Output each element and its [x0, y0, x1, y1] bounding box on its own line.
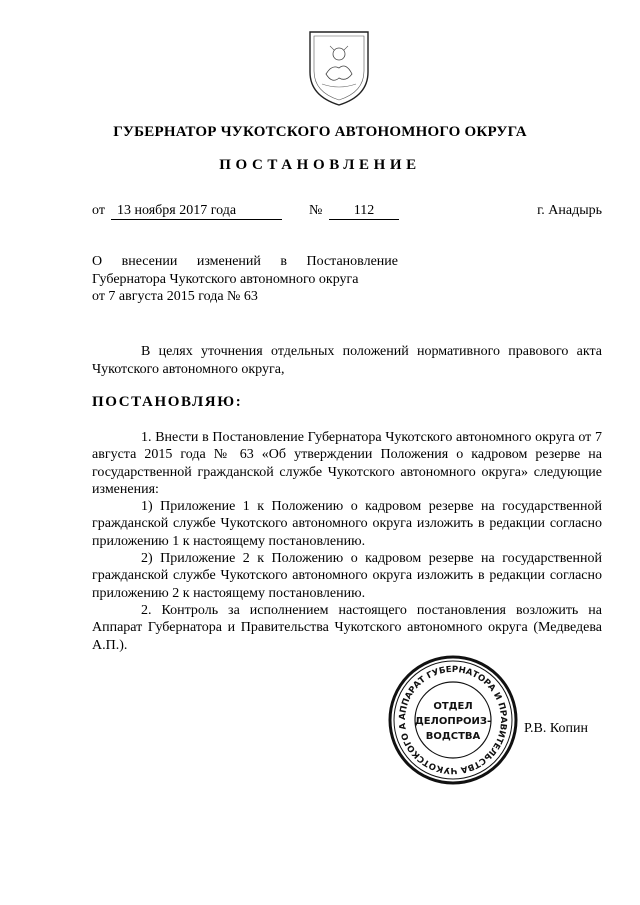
subject-line: Губернатора Чукотского автономного округа	[92, 271, 359, 287]
document-body	[92, 429, 602, 654]
signatory-name: Р.В. Копин	[524, 721, 588, 736]
preamble	[92, 343, 602, 378]
shield-icon	[304, 26, 374, 108]
body-paragraph: 2. Контроль за исполнением настоящего постановления возложить на Аппарат Губернатора и Правительства Чукотского автономного округа (Медведева А.П.).	[92, 602, 602, 653]
subject-line: О внесении изменений в Постановление	[92, 254, 398, 269]
document-type-title: ПОСТАНОВЛЕНИЕ	[219, 157, 421, 173]
issue-city: г. Анадырь	[537, 203, 602, 218]
document-number: 112	[329, 203, 399, 220]
resolve-heading: ПОСТАНОВЛЯЮ:	[92, 394, 243, 410]
coat-of-arms-emblem	[304, 26, 374, 108]
stamp-center-text: ВОДСТВА	[425, 731, 481, 742]
number-label: №	[309, 203, 323, 218]
body-paragraph: 2) Приложение 2 к Положению о кадровом резерве на государственной гражданской службе Чукотского автономного округа изложить в редакции согласно приложению 2 к настоящему постановлению.	[92, 551, 602, 601]
date-label: от	[92, 203, 105, 218]
document-meta-row	[92, 203, 602, 223]
issuing-authority: ГУБЕРНАТОР ЧУКОТСКОГО АВТОНОМНОГО ОКРУГА	[113, 124, 527, 140]
subject-line: от 7 августа 2015 года № 63	[92, 289, 258, 304]
stamp-seal-icon	[386, 653, 520, 787]
official-stamp	[386, 653, 520, 787]
body-paragraph: 1. Внести в Постановление Губернатора Чукотского автономного округа от 7 августа 2015 года № 63 «Об утверждении Положения о кадровом резерве на государственной гражданской службе Чукотского автономного округа» следующие изменения:	[92, 430, 602, 497]
svg-text:АППАРАТ ГУБЕРНАТОРА И ПРАВИТЕЛ	[386, 653, 508, 775]
stamp-center-text: ДЕЛОПРОИЗ-	[414, 716, 492, 727]
document-date: 13 ноября 2017 года	[111, 203, 282, 220]
stamp-ring-text: АППАРАТ ГУБЕРНАТОРА И ПРАВИТЕЛЬСТВА ЧУКОТСКОГО А	[397, 664, 509, 776]
stamp-center-text: ОТДЕЛ	[433, 701, 473, 712]
preamble-paragraph: В целях уточнения отдельных положений нормативного правового акта Чукотского автономного округа,	[92, 344, 602, 377]
body-paragraph: 1) Приложение 1 к Положению о кадровом резерве на государственной гражданской службе Чукотского автономного округа изложить в редакции согласно приложению 1 к настоящему постановлению.	[92, 499, 602, 549]
document-subject	[92, 253, 398, 306]
